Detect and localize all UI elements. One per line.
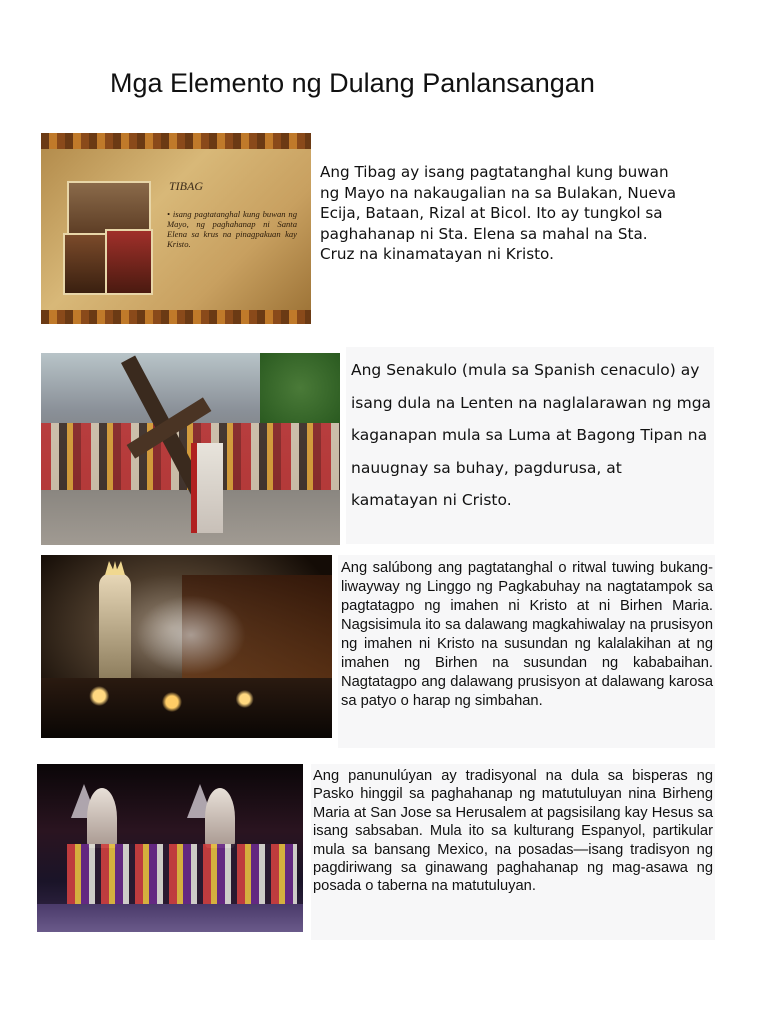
statue-figure xyxy=(99,573,131,683)
tibag-slide-image xyxy=(41,133,311,324)
ornament-border-bottom xyxy=(41,310,311,324)
stage-performers xyxy=(67,844,297,904)
panunuluyan-description: Ang panunulúyan ay tradisyonal na dula sa bisperas ng Pasko hinggil sa paghahanap ng matutuluyan nina Birheng Maria at San Jose sa Herusalem at pagsisilang kay Hesus sa isang sabsaban. Mula ito sa kulturang Espanyol, partikular mula sa bansang Mexico, na posadas—isang tradisyon ng pagdiriwang sa ginawang paghahanap ng mag-asawa ng posada o taberna na matutuluyan. xyxy=(313,768,713,895)
panunuluyan-photo xyxy=(37,764,303,932)
tree-foliage xyxy=(260,353,340,423)
page-title: Mga Elemento ng Dulang Panlansangan xyxy=(110,68,595,98)
statue-crown xyxy=(105,561,125,575)
slide-title: TIBAG xyxy=(169,179,203,193)
slide-photo-figure xyxy=(63,233,109,295)
stage-floor xyxy=(37,904,303,932)
angel-figure-left xyxy=(87,788,117,848)
salubong-description: Ang salúbong ang pagtatanghal o ritwal tuwing bukang-liwayway ng Linggo ng Pagkabuhay na nagtatampok sa pagtatagpo ng imahen ni Kristo at ni Birhen Maria. Nagsisimula ito sa dalawang magkahiwalay na prusisyon ng imahen ni Kristo na susundan ng kalalakihan at ng imahen ng Birhen na susundan ng kababaihan. Nagtatagpo ang dalawang prusisyon at dalawang karosa sa patyo o harap ng simbahan. xyxy=(341,560,713,709)
actor-robe xyxy=(191,443,223,533)
salubong-photo xyxy=(41,555,332,738)
ornament-border-top xyxy=(41,133,311,149)
tibag-description: Ang Tibag ay isang pagtatanghal kung buwan ng Mayo na nakaugalian na sa Bulakan, Nueva Ecija, Bataan, Rizal at Bicol. Ito ay tungkol sa paghahanap ni Sta. Elena sa mahal na Sta. Cruz na kinamatayan ni Kristo. xyxy=(320,163,677,264)
slide-photo-saint xyxy=(105,229,153,295)
incense-smoke xyxy=(136,595,246,675)
candle-lights xyxy=(41,678,332,738)
senakulo-description: Ang Senakulo (mula sa Spanish cenaculo) ay isang dula na Lenten na naglalarawan ng mga kaganapan mula sa Luma at Bagong Tipan na nauugnay sa buhay, pagdurusa, at kamatayan ni Cristo. xyxy=(351,361,712,510)
angel-figure-right xyxy=(205,788,235,848)
slide-text: • isang pagtatanghal kung buwan ng Mayo, ng paghahanap ni Santa Elena sa krus na pinagpakuan kay Kristo. xyxy=(167,209,297,249)
senakulo-photo xyxy=(41,353,340,545)
